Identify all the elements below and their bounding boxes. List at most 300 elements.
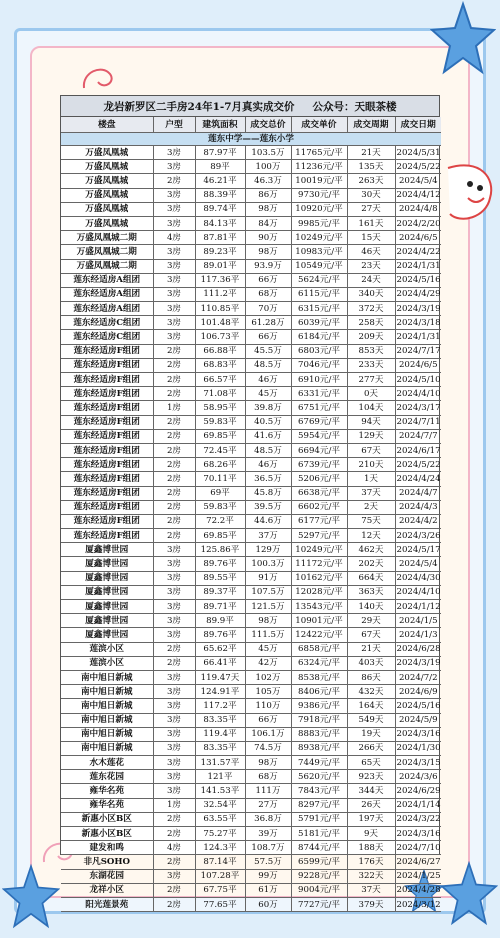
table-cell: 3房 [153,685,195,699]
table-cell: 2024/4/28 [395,883,441,897]
table-cell: 7449元/平 [291,756,347,770]
table-cell: 48.5万 [245,358,291,372]
table-cell: 2房 [153,500,195,514]
table-cell: 3房 [153,741,195,755]
table-cell: 2024/5/17 [395,543,441,557]
table-cell: 140天 [347,600,395,614]
table-cell: 2024/2/20 [395,216,441,230]
table-row [61,373,441,387]
table-cell: 5206元/平 [291,472,347,486]
table-cell: 322天 [347,869,395,883]
table-cell: 3房 [153,259,195,273]
table-cell: 70万 [245,302,291,316]
table-cell: 2024/1/31 [395,330,441,344]
table-cell: 9天 [347,827,395,841]
table-row [61,642,441,656]
table-cell: 6177元/平 [291,514,347,528]
table-cell: 10920元/平 [291,202,347,216]
table-cell: 32.54平 [195,798,245,812]
swirl-icon [80,62,120,96]
table-row [61,387,441,401]
table-cell: 南中旭日新城 [61,685,153,699]
table-cell: 6184元/平 [291,330,347,344]
table-cell: 新惠小区B区 [61,827,153,841]
table-row [61,585,441,599]
table-cell: 3房 [153,302,195,316]
table-cell: 66.57平 [195,373,245,387]
table-cell: 7918元/平 [291,713,347,727]
table-row [61,188,441,202]
table-cell: 厦鑫博世园 [61,543,153,557]
table-cell: 6602元/平 [291,500,347,514]
table-cell: 41.6万 [245,429,291,443]
table-cell: 89.9平 [195,614,245,628]
table-cell: 58.95平 [195,401,245,415]
table-cell: 3房 [153,713,195,727]
table-row [61,358,441,372]
table-cell: 2024/3/19 [395,302,441,316]
table-cell: 南中旭日新城 [61,727,153,741]
table-cell: 莲东经适房A组团 [61,287,153,301]
table-row [61,245,441,259]
table-cell: 88.39平 [195,188,245,202]
table-cell: 37万 [245,529,291,543]
table-cell: 37天 [347,486,395,500]
table-cell: 2024/5/10 [395,373,441,387]
table-row [61,798,441,812]
table-row [61,614,441,628]
table-cell: 21天 [347,642,395,656]
table-cell: 124.91平 [195,685,245,699]
table-cell: 61万 [245,883,291,897]
star-icon [2,862,60,934]
table-cell: 30天 [347,188,395,202]
table-cell: 106.73平 [195,330,245,344]
table-cell: 0天 [347,387,395,401]
table-cell: 2024/4/7 [395,486,441,500]
table-row [61,429,441,443]
table-row [61,330,441,344]
table-cell: 107.28平 [195,869,245,883]
table-cell: 69.85平 [195,529,245,543]
table-cell: 6039元/平 [291,316,347,330]
table-cell: 1天 [347,472,395,486]
table-cell: 119.47天 [195,670,245,684]
column-header: 建筑面积 [195,117,245,133]
sheet-title-row [61,96,439,117]
column-header: 成交总价 [245,117,291,133]
table-cell: 100万 [245,160,291,174]
table-cell: 3房 [153,543,195,557]
table-cell: 莲东经适房F组团 [61,373,153,387]
table-cell: 莲东经适房F组团 [61,443,153,457]
table-cell: 2024/3/22 [395,812,441,826]
table-cell: 2房 [153,472,195,486]
table-row [61,670,441,684]
table-cell: 3房 [153,160,195,174]
table-cell: 75.27平 [195,827,245,841]
table-cell: 2024/1/14 [395,798,441,812]
table-cell: 10162元/平 [291,571,347,585]
table-cell: 233天 [347,358,395,372]
table-row [61,543,441,557]
table-cell: 10901元/平 [291,614,347,628]
table-row [61,344,441,358]
table-cell: 125.86平 [195,543,245,557]
table-cell: 3房 [153,784,195,798]
table-cell: 10249元/平 [291,543,347,557]
table-cell: 46万 [245,373,291,387]
table-cell: 277天 [347,373,395,387]
table-cell: 89.01平 [195,259,245,273]
table-cell: 164天 [347,699,395,713]
table-cell: 2天 [347,500,395,514]
table-cell: 厦鑫博世园 [61,557,153,571]
table-cell: 26天 [347,798,395,812]
table-row [61,174,441,188]
table-cell: 86万 [245,188,291,202]
table-cell: 48.5万 [245,443,291,457]
table-cell: 89.76平 [195,628,245,642]
table-cell: 莲东经适房F组团 [61,500,153,514]
table-cell: 176天 [347,855,395,869]
table-cell: 万盛凤凰城 [61,188,153,202]
table-cell: 89.74平 [195,202,245,216]
table-cell: 110万 [245,699,291,713]
table-cell: 60万 [245,897,291,911]
table-cell: 2房 [153,415,195,429]
table-cell: 2024/1/31 [395,259,441,273]
table-cell: 664天 [347,571,395,585]
table-cell: 67.75平 [195,883,245,897]
table-cell: 2房 [153,827,195,841]
table-cell: 83.35平 [195,713,245,727]
table-cell: 121.5万 [245,600,291,614]
table-cell: 57.5万 [245,855,291,869]
table-cell: 3房 [153,245,195,259]
table-cell: 3房 [153,727,195,741]
table-cell: 2024/3/17 [395,401,441,415]
table-cell: 2024/5/22 [395,160,441,174]
table-cell: 89.37平 [195,585,245,599]
table-cell: 莲东经适房C组团 [61,330,153,344]
table-cell: 46天 [347,245,395,259]
star-icon [430,0,496,80]
table-cell: 11172元/平 [291,557,347,571]
table-row [61,486,441,500]
table-row [61,812,441,826]
table-cell: 403天 [347,656,395,670]
table-cell: 南中旭日新城 [61,699,153,713]
table-cell: 11765元/平 [291,146,347,160]
table-cell: 65.62平 [195,642,245,656]
table-cell: 2房 [153,642,195,656]
table-cell: 15天 [347,231,395,245]
table-cell: 6769元/平 [291,415,347,429]
table-cell: 2024/6/5 [395,231,441,245]
table-cell: 27天 [347,202,395,216]
table-cell: 67天 [347,443,395,457]
table-cell: 6910元/平 [291,373,347,387]
table-cell: 107.5万 [245,585,291,599]
table-cell: 13543元/平 [291,600,347,614]
table-row [61,897,441,911]
table-cell: 3房 [153,557,195,571]
table-cell: 8938元/平 [291,741,347,755]
table-cell: 7046元/平 [291,358,347,372]
table-cell: 厦鑫博世园 [61,585,153,599]
table-cell: 37天 [347,883,395,897]
table-cell: 6739元/平 [291,458,347,472]
table-cell: 3房 [153,330,195,344]
table-cell: 10019元/平 [291,174,347,188]
table-cell: 84万 [245,216,291,230]
table-cell: 23天 [347,259,395,273]
table-cell: 3房 [153,202,195,216]
table-row [61,316,441,330]
table-cell: 2024/1/30 [395,741,441,755]
table-cell: 121平 [195,770,245,784]
table-cell: 12028元/平 [291,585,347,599]
table-cell: 6324元/平 [291,656,347,670]
table-cell: 6315元/平 [291,302,347,316]
transaction-table [61,117,441,912]
table-cell: 2024/4/8 [395,202,441,216]
table-cell: 5791元/平 [291,812,347,826]
table-cell: 2024/3/6 [395,770,441,784]
table-cell: 90万 [245,231,291,245]
table-cell: 105万 [245,685,291,699]
table-cell: 2房 [153,486,195,500]
table-row [61,628,441,642]
table-cell: 2024/7/11 [395,415,441,429]
table-row [61,231,441,245]
table-cell: 万盛凤凰城二期 [61,245,153,259]
table-cell: 45万 [245,387,291,401]
table-cell: 莲东经适房F组团 [61,529,153,543]
table-cell: 66万 [245,330,291,344]
table-cell: 77.65平 [195,897,245,911]
table-cell: 63.55平 [195,812,245,826]
table-cell: 141.53平 [195,784,245,798]
table-cell: 2024/6/5 [395,358,441,372]
table-cell: 108.7万 [245,841,291,855]
table-cell: 11236元/平 [291,160,347,174]
table-cell: 莲东经适房F组团 [61,514,153,528]
table-cell: 龙祥小区 [61,883,153,897]
table-cell: 2024/7/17 [395,344,441,358]
table-cell: 42万 [245,656,291,670]
table-cell: 2024/4/3 [395,500,441,514]
table-cell: 莲东经适房A组团 [61,273,153,287]
table-cell: 39万 [245,827,291,841]
table-cell: 莲滨小区 [61,656,153,670]
table-cell: 10249元/平 [291,231,347,245]
table-cell: 124.3平 [195,841,245,855]
table-cell: 106.1万 [245,727,291,741]
table-cell: 2024/4/12 [395,188,441,202]
table-row [61,160,441,174]
table-row [61,443,441,457]
table-cell: 南中旭日新城 [61,741,153,755]
table-cell: 2房 [153,514,195,528]
table-cell: 39.8万 [245,401,291,415]
table-row [61,741,441,755]
table-cell: 非凡SOHO [61,855,153,869]
table-cell: 61.28万 [245,316,291,330]
table-cell: 新惠小区B区 [61,812,153,826]
table-cell: 2房 [153,855,195,869]
table-row [61,727,441,741]
table-cell: 27万 [245,798,291,812]
table-cell: 45.5万 [245,344,291,358]
table-cell: 莲东经适房F组团 [61,415,153,429]
table-cell: 阳光莲景苑 [61,897,153,911]
table-cell: 厦鑫博世园 [61,628,153,642]
table-cell: 3房 [153,670,195,684]
table-cell: 3房 [153,699,195,713]
table-cell: 19天 [347,727,395,741]
table-cell: 2024/4/22 [395,245,441,259]
transaction-sheet [60,95,441,910]
table-cell: 89.71平 [195,600,245,614]
table-cell: 莲东经适房F组团 [61,486,153,500]
table-cell: 111.2平 [195,287,245,301]
sheet-title: 龙岩新罗区二手房24年1-7月真实成交价 [103,100,295,113]
table-cell: 263天 [347,174,395,188]
table-cell: 2024/5/16 [395,699,441,713]
table-cell: 2房 [153,656,195,670]
table-cell: 2房 [153,897,195,911]
table-cell: 5620元/平 [291,770,347,784]
table-cell: 4房 [153,841,195,855]
table-cell: 莲东经适房A组团 [61,302,153,316]
table-cell: 45.8万 [245,486,291,500]
table-cell: 2024/5/4 [395,557,441,571]
table-cell: 建发和鸣 [61,841,153,855]
table-cell: 2房 [153,429,195,443]
table-row [61,472,441,486]
table-cell: 6751元/平 [291,401,347,415]
table-row [61,273,441,287]
table-cell: 莲东经适房F组团 [61,401,153,415]
table-cell: 2024/3/16 [395,727,441,741]
table-cell: 万盛凤凰城 [61,202,153,216]
table-row [61,827,441,841]
table-cell: 87.14平 [195,855,245,869]
table-cell: 379天 [347,897,395,911]
table-cell: 2024/6/17 [395,443,441,457]
table-cell: 8744元/平 [291,841,347,855]
table-cell: 3房 [153,287,195,301]
table-cell: 万盛凤凰城二期 [61,259,153,273]
table-cell: 7843元/平 [291,784,347,798]
table-cell: 10549元/平 [291,259,347,273]
table-cell: 59.83平 [195,415,245,429]
table-row [61,287,441,301]
table-cell: 2024/1/3 [395,628,441,642]
table-cell: 东湖花园 [61,869,153,883]
doodle-face-icon [440,158,498,228]
table-cell: 46.21平 [195,174,245,188]
table-cell: 36.5万 [245,472,291,486]
table-cell: 87.97平 [195,146,245,160]
table-cell: 1房 [153,401,195,415]
table-cell: 87.81平 [195,231,245,245]
table-cell: 3房 [153,628,195,642]
table-cell: 24天 [347,273,395,287]
table-cell: 2024/6/28 [395,642,441,656]
table-cell: 2024/4/24 [395,472,441,486]
table-cell: 2024/5/22 [395,458,441,472]
table-cell: 2024/3/12 [395,897,441,911]
table-cell: 南中旭日新城 [61,713,153,727]
table-cell: 40.5万 [245,415,291,429]
table-cell: 7727元/平 [291,897,347,911]
table-row [61,770,441,784]
table-cell: 莲东经适房F组团 [61,429,153,443]
table-cell: 9004元/平 [291,883,347,897]
table-cell: 3房 [153,216,195,230]
table-cell: 莲东经适房C组团 [61,316,153,330]
table-row [61,571,441,585]
table-cell: 68.26平 [195,458,245,472]
table-cell: 100.3万 [245,557,291,571]
table-cell: 59.83平 [195,500,245,514]
table-cell: 131.57平 [195,756,245,770]
table-cell: 210天 [347,458,395,472]
table-cell: 65天 [347,756,395,770]
table-row [61,656,441,670]
table-cell: 3房 [153,614,195,628]
table-header-row [61,117,441,133]
table-cell: 923天 [347,770,395,784]
table-row [61,202,441,216]
table-cell: 98万 [245,202,291,216]
table-cell: 2房 [153,344,195,358]
table-cell: 6331元/平 [291,387,347,401]
group-label: 莲东中学——莲东小学 [61,133,441,146]
table-cell: 万盛凤凰城 [61,160,153,174]
table-cell: 102万 [245,670,291,684]
table-cell: 10983元/平 [291,245,347,259]
table-cell: 水木莲花 [61,756,153,770]
table-row [61,841,441,855]
table-cell: 2024/7/7 [395,429,441,443]
table-cell: 雍华名苑 [61,798,153,812]
table-cell: 厦鑫博世园 [61,614,153,628]
table-row [61,557,441,571]
table-row [61,259,441,273]
table-cell: 93.9万 [245,259,291,273]
table-cell: 29天 [347,614,395,628]
account-label: 公众号：天眼茶楼 [312,100,397,113]
table-cell: 36.8万 [245,812,291,826]
table-row [61,514,441,528]
table-row [61,756,441,770]
table-cell: 2024/6/29 [395,784,441,798]
table-cell: 6694元/平 [291,443,347,457]
table-cell: 5624元/平 [291,273,347,287]
table-row [61,713,441,727]
table-cell: 110.85平 [195,302,245,316]
table-cell: 南中旭日新城 [61,670,153,684]
table-cell: 4房 [153,231,195,245]
table-cell: 9985元/平 [291,216,347,230]
table-cell: 117.2平 [195,699,245,713]
table-row [61,685,441,699]
table-cell: 344天 [347,784,395,798]
